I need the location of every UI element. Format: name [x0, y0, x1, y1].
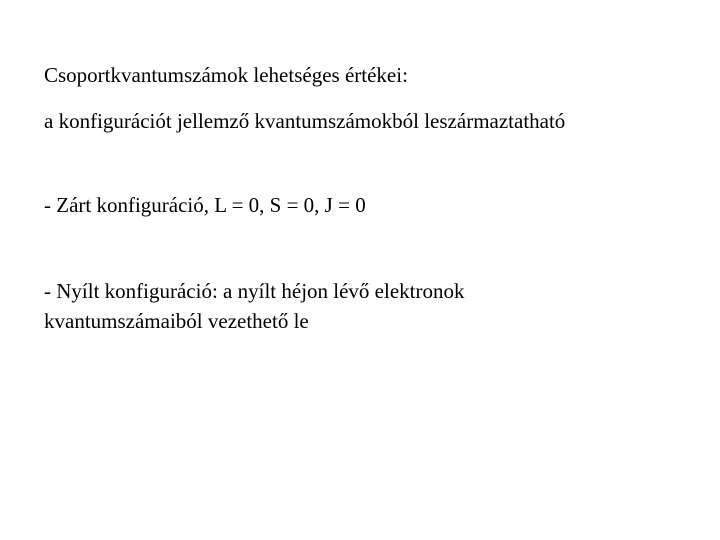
bullet-open-configuration-line-1: - Nyílt konfiguráció: a nyílt héjon lévő elektronok [44, 279, 465, 303]
slide-title: Csoportkvantumszámok lehetséges értékei: [44, 63, 408, 87]
slide-subtitle: a konfigurációt jellemző kvantumszámokból leszármaztatható [44, 109, 566, 133]
bullet-closed-configuration: - Zárt konfiguráció, L = 0, S = 0, J = 0 [44, 193, 366, 217]
bullet-open-configuration-line-2: kvantumszámaiból vezethető le [44, 309, 309, 333]
